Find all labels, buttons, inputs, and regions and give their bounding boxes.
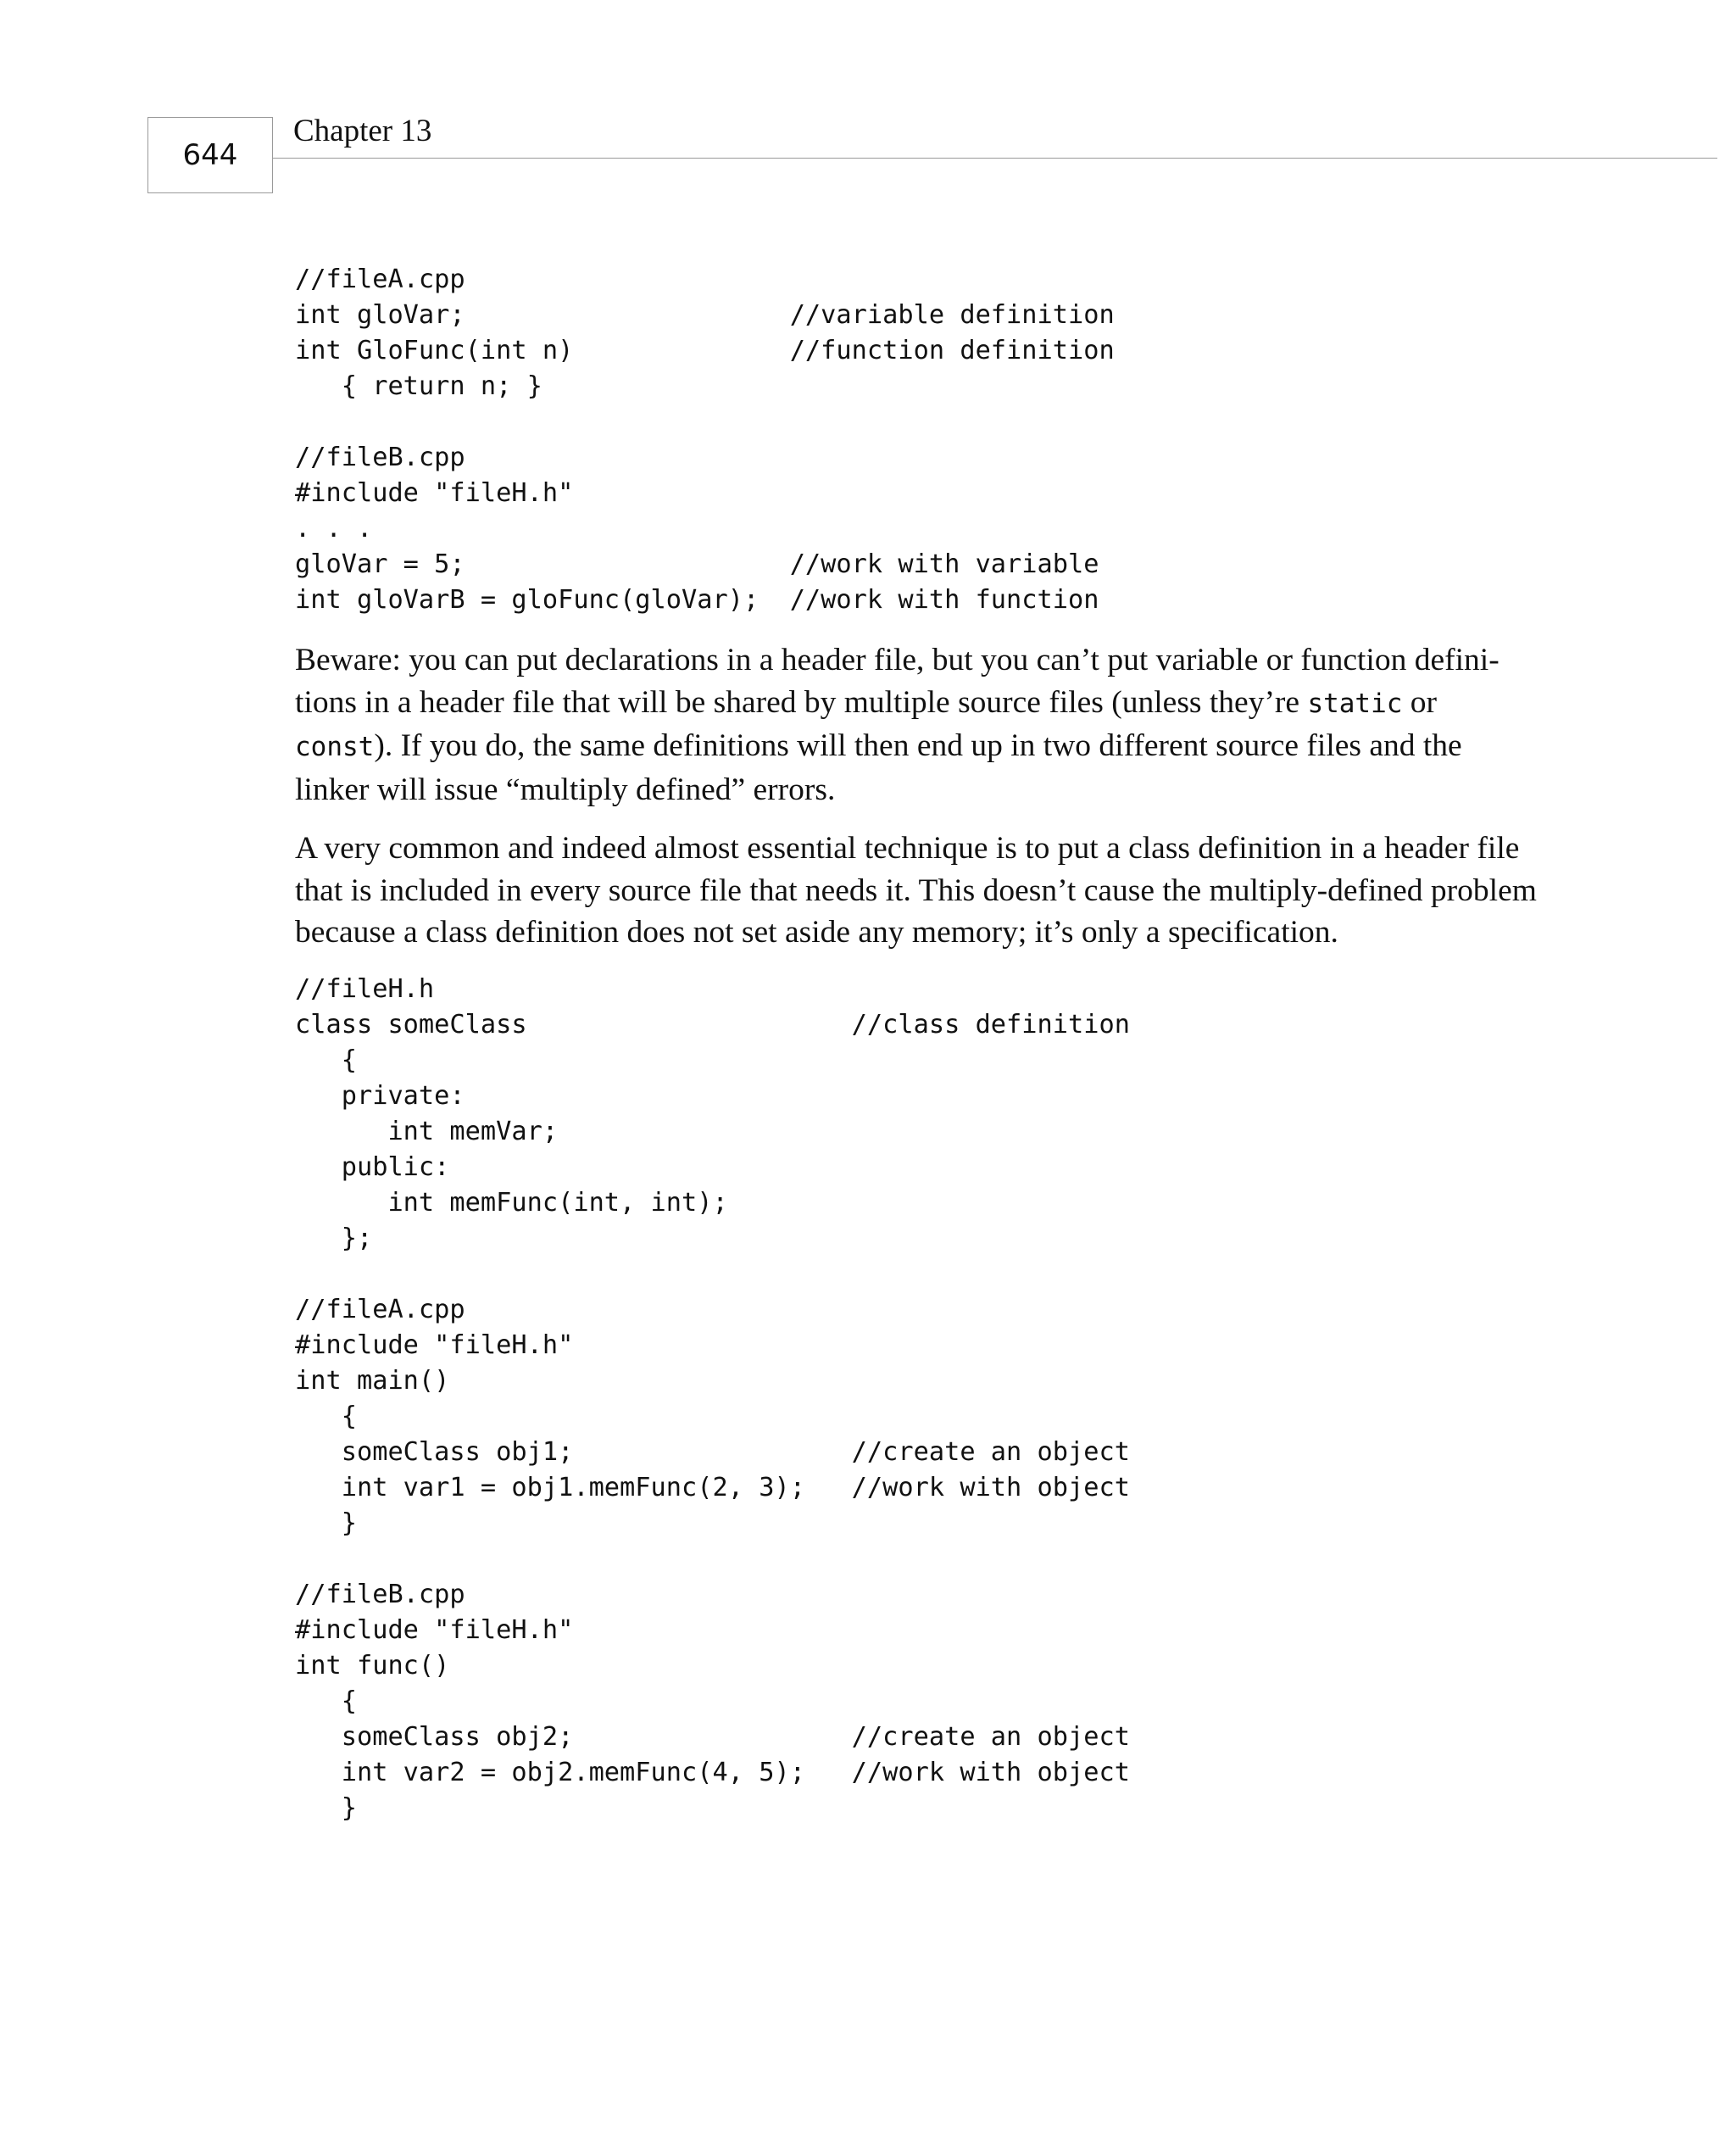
code-line: }; <box>295 1223 373 1253</box>
code-line: int gloVar; //variable definition <box>295 300 1115 330</box>
code-line: #include "fileH.h" <box>295 1330 574 1360</box>
code-line: //fileB.cpp <box>295 1580 465 1609</box>
code-line: int memVar; <box>295 1117 559 1146</box>
code-line: int gloVarB = gloFunc(gloVar); //work with function <box>295 585 1099 615</box>
code-line: int memFunc(int, int); <box>295 1188 728 1218</box>
code-line: someClass obj2; //create an object <box>295 1722 1130 1752</box>
code-line: } <box>295 1508 357 1538</box>
code-line: #include "fileH.h" <box>295 478 574 508</box>
inline-code: static <box>1307 688 1403 719</box>
chapter-title: Chapter 13 <box>293 114 432 148</box>
code-line: //fileB.cpp <box>295 443 465 472</box>
code-line: { <box>295 1045 357 1075</box>
code-line: //fileA.cpp <box>295 265 465 294</box>
code-line: int func() <box>295 1651 450 1681</box>
code-line: } <box>295 1793 357 1823</box>
code-line: private: <box>295 1081 465 1111</box>
code-line: #include "fileH.h" <box>295 1615 574 1645</box>
paragraph-class-definition: A very common and indeed almost essential technique is to put a class definition in a header file that is included in every source file that needs it. This doesn’t cause the multiply-defined problem because a class definition does not set aside any memory; it’s only a specification. <box>295 831 1537 950</box>
paragraph-text: Beware: you can put declarations in a header file, but you can’t put variable or function definitions in a header file that will be shared by multiple source files (unless they’re <box>295 643 1500 720</box>
code-line: { return n; } <box>295 371 542 401</box>
code-line: int main() <box>295 1366 450 1396</box>
page-number: 644 <box>147 117 273 193</box>
code-line: gloVar = 5; //work with variable <box>295 549 1099 579</box>
code-line: int GloFunc(int n) //function definition <box>295 336 1115 365</box>
paragraph-beware <box>295 639 1541 811</box>
code-line <box>295 1541 1130 1577</box>
code-line: //fileA.cpp <box>295 1295 465 1324</box>
code-listing-global-definitions <box>295 262 1115 618</box>
code-line: . . . <box>295 514 373 543</box>
code-line: int var2 = obj2.memFunc(4, 5); //work with object <box>295 1758 1130 1787</box>
code-line: { <box>295 1686 357 1716</box>
header-rule <box>273 158 1717 159</box>
code-listing-class-header <box>295 972 1130 1826</box>
paragraph-text: ). If you do, the same definitions will then end up in two different source files and the linker will issue “multiply defined” errors. <box>295 728 1462 807</box>
code-line: { <box>295 1402 357 1431</box>
code-line: class someClass //class definition <box>295 1010 1130 1040</box>
code-line: int var1 = obj1.memFunc(2, 3); //work with object <box>295 1473 1130 1502</box>
code-line: someClass obj1; //create an object <box>295 1437 1130 1467</box>
code-line: //fileH.h <box>295 974 435 1004</box>
inline-code: const <box>295 732 375 762</box>
code-line <box>295 404 1115 440</box>
paragraph-text: or <box>1402 684 1438 720</box>
code-line: public: <box>295 1152 450 1182</box>
code-line <box>295 1257 1130 1292</box>
